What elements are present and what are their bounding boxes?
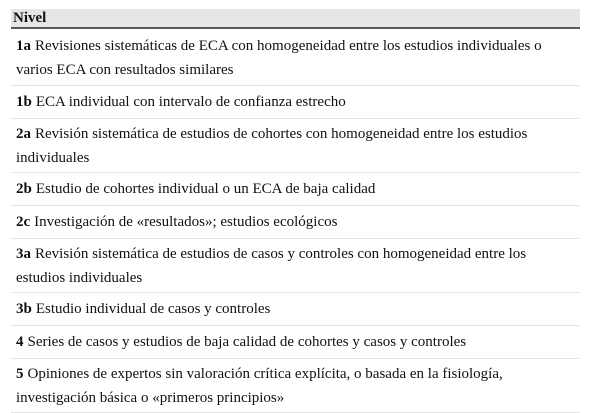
level-description: Estudio de cohortes individual o un ECA de baja calidad	[35, 181, 376, 197]
level-code: 5	[16, 365, 24, 382]
column-header-nivel: Nivel	[11, 9, 580, 28]
table-row	[11, 206, 580, 239]
table-cell	[11, 359, 580, 413]
level-description: Investigación de «resultados»; estudios ecológicos	[34, 214, 338, 230]
level-description: Estudio individual de casos y controles	[35, 301, 271, 317]
level-code: 1b	[16, 94, 32, 110]
table-header-row	[11, 9, 580, 28]
level-code: 2b	[16, 181, 32, 197]
table-cell	[11, 293, 580, 326]
level-description: Revisiones sistemáticas de ECA con homogeneidad entre los estudios individuales o varios ECA con resultados similares	[16, 37, 542, 78]
table-cell	[11, 239, 580, 293]
table-row	[11, 173, 580, 206]
level-description: Series de casos y estudios de baja calidad de cohortes y casos y controles	[27, 334, 467, 350]
table-row	[11, 28, 580, 86]
level-description: ECA individual con intervalo de confianza estrecho	[35, 94, 346, 110]
table-cell	[11, 173, 580, 206]
table-row	[11, 119, 580, 173]
evidence-level-table	[11, 9, 580, 413]
level-code: 1a	[16, 37, 31, 54]
level-code: 2a	[16, 125, 31, 142]
evidence-level-table-container	[11, 9, 580, 413]
table-cell	[11, 206, 580, 239]
level-description: Revisión sistemática de estudios de casos y controles con homogeneidad entre los estudios individuales	[16, 245, 527, 286]
table-cell	[11, 326, 580, 359]
table-cell	[11, 86, 580, 119]
level-description: Opiniones de expertos sin valoración crítica explícita, o basada en la fisiología, investigación básica o «primeros principios»	[16, 365, 503, 406]
table-cell	[11, 119, 580, 173]
level-code: 2c	[16, 214, 31, 230]
table-row	[11, 239, 580, 293]
table-row	[11, 359, 580, 413]
table-row	[11, 293, 580, 326]
level-code: 4	[16, 334, 24, 350]
level-code: 3b	[16, 301, 32, 317]
table-row	[11, 86, 580, 119]
level-code: 3a	[16, 245, 31, 262]
table-row	[11, 326, 580, 359]
level-description: Revisión sistemática de estudios de cohortes con homogeneidad entre los estudios individuales	[16, 125, 528, 166]
table-cell	[11, 28, 580, 86]
